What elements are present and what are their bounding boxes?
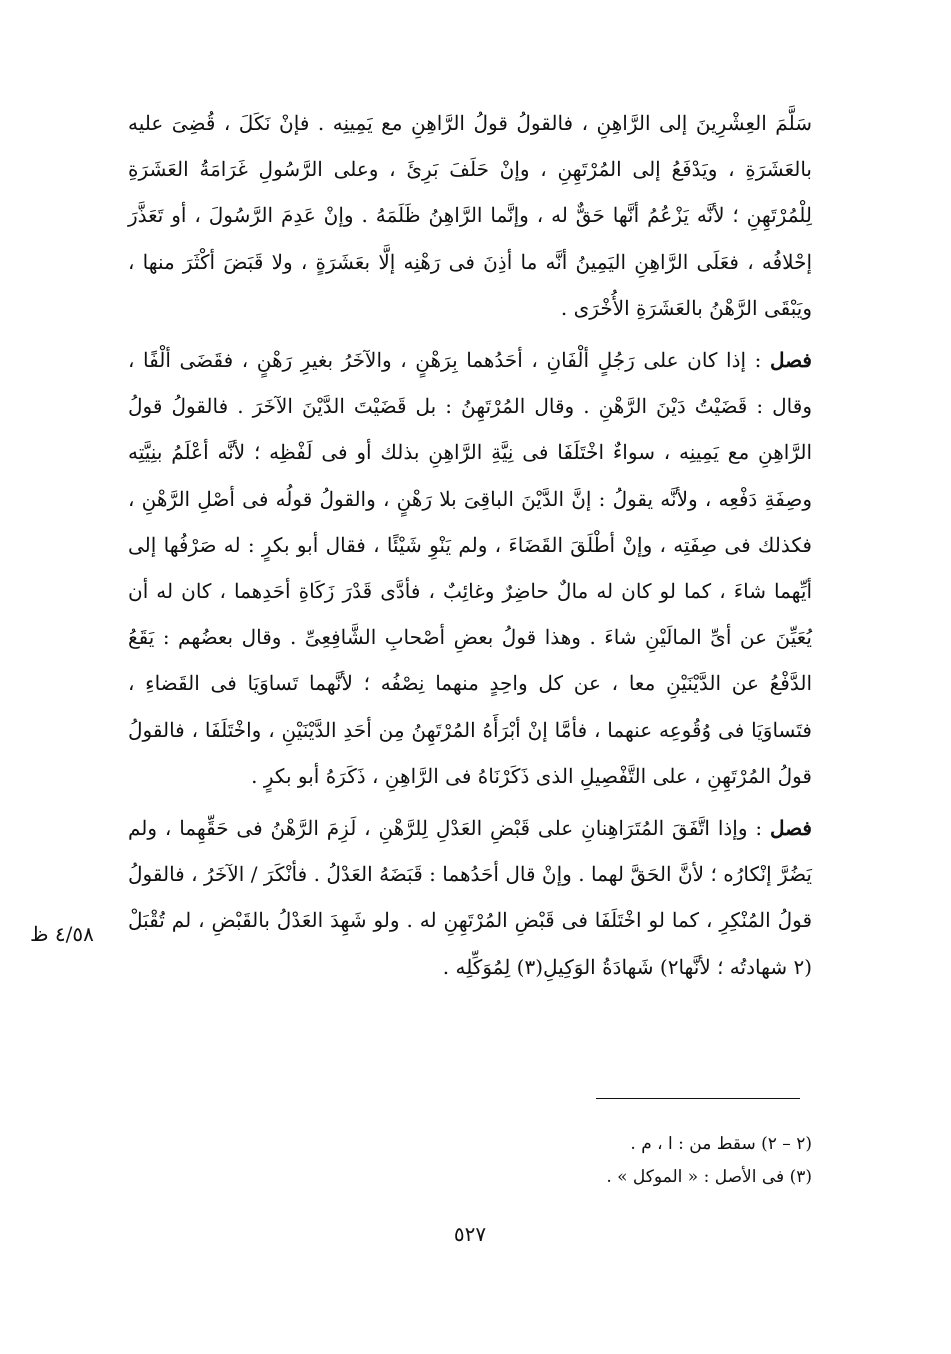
footnotes: [400, 1128, 812, 1194]
footnote-item: (٣) فى الأصل : « الموكل » .: [606, 1167, 812, 1187]
paragraph-text: سَلَّمَ العِشْرِينَ إلى الرَّاهِنِ ، فالقولُ قولُ الرَّاهِنِ مع يَمِينِه . فإنْ نَكَلَ ، قُضِىَ عليه بالعَشَرَةِ ، ويَدْفَعُ إلى المُرْتَهِنِ ، وإنْ حَلَفَ بَرِئَ ، وعلى الرَّسُولِ غَرَامَةُ العَشَرَةِ لِلْمُرْتَهِنِ ؛ لأنَّه يَزْعُمُ أنَّها حَقٌّ له ، وإنَّما الرَّاهِنُ ظَلَمَهُ . وإنْ عَدِمَ الرَّسُولَ ، أو تَعَذَّرَ إحْلافُه ، فعَلَى الرَّاهِنِ اليَمِينُ أنَّه ما أذِنَ فى رَهْنِه إلَّا بعَشَرَةٍ ، ولا قَبَضَ أكْثَرَ منها ، ويَبْقَى الرَّهْنُ بالعَشَرَةِ الأُخْرَى .: [128, 111, 812, 320]
paragraph-heading: فصل: [769, 816, 812, 841]
paragraph-2: [128, 337, 812, 799]
paragraph-text: : وإذا اتَّفَقَ المُتَرَاهِنانِ على قَبْضِ العَدْلِ لِلرَّهْنِ ، لَزِمَ الرَّهْنُ فى حَقِّهِما ، ولم يَضُرَّ إنْكارُه ؛ لأنَّ الحَقَّ لهما . وإنْ قال أحَدُهما : قَبَضَهُ العَدْلُ . فأنْكَرَ / الآخَرُ ، فالقولُ قولُ المُنْكِرِ ، كما لو اخْتَلَفَا فى قَبْضِ المُرْتَهِنِ له . ولو شَهِدَ العَدْلُ بالقَبْضِ ، لم تُقْبَلْ (٢ شهادتُه ؛ لأنَّها٢) شَهادَةُ الوَكِيلِ(٣) لِمُوَكِّلِه .: [128, 816, 813, 979]
footnote-divider: [596, 1098, 800, 1099]
paragraph-1: [128, 100, 812, 331]
margin-folio-note: ٤/٥٨ ظ: [30, 922, 94, 946]
paragraph-3: [128, 805, 812, 990]
page-number: ٥٢٧: [453, 1222, 487, 1246]
footnote-item: (٢ – ٢) سقط من : ا ، م .: [630, 1134, 812, 1154]
paragraph-text: : إذا كان على رَجُلٍ ألْفَانِ ، أحَدُهما بِرَهْنٍ ، والآخَرُ بغيرِ رَهْنٍ ، فقَضَى ألْفًا ، وقال : قَضَيْتُ دَيْنَ الرَّهْنِ . وقال المُرْتَهِنُ : بل قَضَيْتَ الدَّيْنَ الآخَرَ . فالقولُ قولُ الرَّاهِنِ مع يَمِينِه ، سواءٌ اخْتَلَفَا فى نِيَّةِ الرَّاهِنِ بذلك أو فى لَفْظِه ؛ لأنَّه أعْلَمُ بنِيَّتِه وصِفَةِ دَفْعِه ، ولأنَّه يقولُ : إنَّ الدَّيْنَ الباقِىَ بلا رَهْنٍ ، والقولُ قولُه فى أصْلِ الرَّهْنِ ، فكذلك فى صِفَتِه ، وإنْ أطْلَقَ القَضَاءَ ، ولم يَنْوِ شَيْئًا ، فقال أبو بكرٍ : له صَرْفُها إلى أيِّهما شاءَ ، كما لو كان له مالٌ حاضِرٌ وغائِبٌ ، فأدَّى قَدْرَ زَكَاةِ أحَدِهما ، كان له أن يُعَيِّنَ عن أىِّ المالَيْنِ شاءَ . وهذا قولُ بعضِ أصْحابِ الشَّافِعِىِّ . وقال بعضُهم : يَقَعُ الدَّفْعُ عن الدَّيْنَيْنِ معا ، عن كل واحِدٍ منهما نِصْفُه ؛ لأنَّهما تَساوَيَا فى القَضاءِ ، فتَساوَيَا فى وُقُوعِه عنهما ، فأمَّا إنْ أبْرَأَهُ المُرْتَهِنُ مِن أحَدِ الدَّيْنَيْنِ ، واخْتَلَفَا ، فالقولُ قولُ المُرْتَهِنِ ، على التَّفْصِيلِ الذى ذَكَرْنَاهُ فى الرَّاهِنِ ، ذَكَرَهُ أبو بكرٍ .: [128, 348, 812, 788]
main-text: [128, 100, 812, 990]
paragraph-heading: فصل: [769, 348, 812, 373]
